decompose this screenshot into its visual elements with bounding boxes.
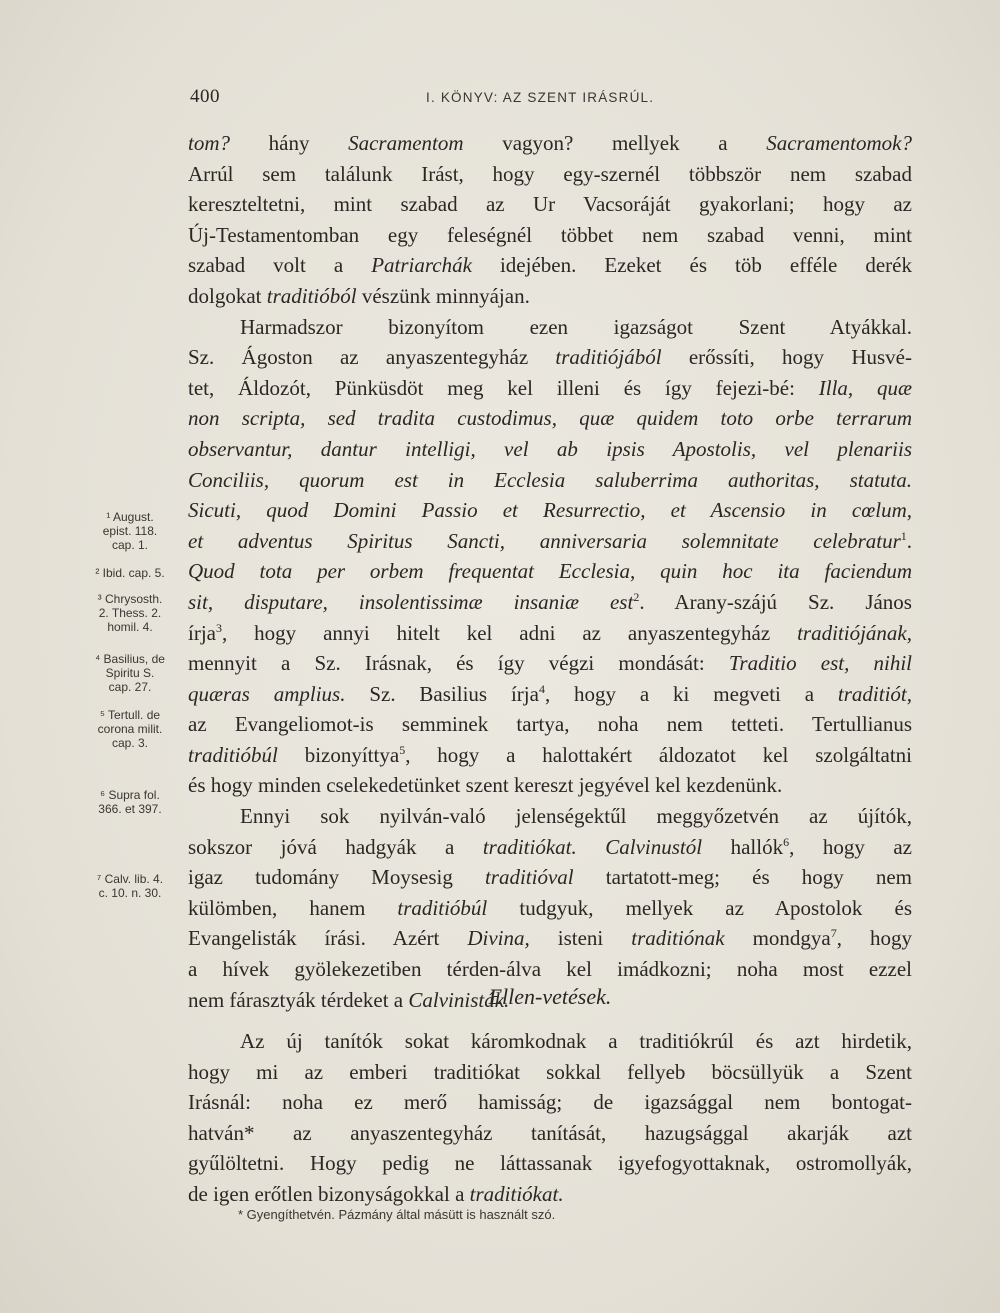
margin-note-line: ³ Chrysosth.	[97, 592, 163, 606]
text-line: Az új tanítók sokat káromkodnak a traditiókrúl és azt hirdetik,	[240, 1029, 912, 1053]
running-head: I. KÖNYV: AZ SZENT IRÁSRÚL.	[426, 90, 655, 105]
margin-note-line: Spiritu S.	[105, 666, 155, 680]
text-line: Evangelisták írási. Azért Divina, isteni traditiónak mondgya$^7$, hogy	[188, 926, 912, 951]
text-line: külömben, hanem traditióbúl tudgyuk, mellyek az Apostolok és	[188, 895, 912, 920]
text-line: mennyit a Sz. Irásnak, és így végzi mondását: Traditio est, nihil	[188, 651, 912, 676]
page-number: 400	[190, 86, 220, 107]
text-line: Új-Testamentomban egy feleségnél többet nem szabad venni, mint	[188, 222, 912, 247]
text-line: szabad volt a Patriarchák idejében. Ezeket és töb efféle derék	[188, 253, 912, 278]
text-line: Quod tota per orbem frequentat Ecclesia, quin hoc ita faciendum	[188, 559, 912, 584]
footnote: * Gyengíthetvén. Pázmány által másütt is használt szó.	[238, 1207, 556, 1222]
margin-note-line: ⁵ Tertull. de	[99, 708, 161, 722]
margin-note	[78, 652, 182, 694]
main-text	[188, 128, 912, 1015]
margin-note-line: 366. et 397.	[98, 802, 162, 816]
text-line: sit, disputare, insolentissimæ insaniæ est$^2$. Arany-szájú Sz. János	[188, 589, 912, 614]
margin-note-line: epist. 118.	[102, 524, 158, 538]
text-line: Arrúl sem találunk Irást, hogy egy-szernél többször nem szabad	[188, 161, 912, 186]
section-title: Ellen-vetések.	[488, 984, 612, 1009]
text-line: hatván* az anyaszentegyház tanítását, hazugsággal akarják azt	[188, 1120, 912, 1145]
text-line: gyűlöltetni. Hogy pedig ne láttassanak igyefogyottaknak, ostromollyák,	[188, 1151, 912, 1176]
margin-note-line: ² Ibid. cap. 5.	[95, 566, 165, 580]
page-header	[190, 86, 920, 116]
text-line: Ennyi sok nyilván-való jelenségektűl meggyőzetvén az újítók,	[240, 804, 912, 829]
margin-note	[78, 788, 182, 816]
text-line: et adventus Spiritus Sancti, anniversaria solemnitate celebratur$^1$.	[188, 528, 912, 553]
text-line: és hogy minden cselekedetünket szent kereszt jegyével kel kezdenünk.	[188, 773, 783, 798]
text-line: kereszteltetni, mint szabad az Ur Vacsoráját gyakorlani; hogy az	[188, 192, 912, 217]
margin-note-line: c. 10. n. 30.	[98, 886, 162, 900]
text-line: Conciliis, quorum est in Ecclesia saluberrima authoritas, statuta.	[188, 467, 912, 492]
text-line: az Evangeliomot-is semminek tartya, noha nem tetteti. Tertullianus	[188, 712, 912, 737]
text-line: traditióbúl bizonyíttya$^5$, hogy a halottakért áldozatot kel szolgáltatni	[188, 742, 913, 767]
margin-note	[78, 592, 182, 634]
text-line: hogy mi az emberi traditiókat sokkal fellyeb böcsüllyük a Szent	[188, 1059, 912, 1084]
margin-note-line: corona milit.	[97, 722, 163, 736]
margin-note-line: cap. 1.	[111, 538, 149, 552]
text-line: tom? hány Sacramentom vagyon? mellyek a Sacramentomok?	[188, 131, 912, 155]
text-line: Sicuti, quod Domini Passio et Resurrectio, et Ascensio in cœlum,	[188, 498, 912, 523]
text-line: de igen erőtlen bizonyságokkal a traditiókat.	[188, 1181, 564, 1206]
margin-note-line: ⁶ Supra fol.	[100, 788, 160, 802]
margin-note-line: cap. 3.	[111, 736, 149, 750]
text-line: sokszor jóvá hadgyák a traditiókat. Calvinustól hallók$^6$, hogy az	[188, 834, 912, 859]
text-line: igaz tudomány Moysesig traditióval tartatott-meg; és hogy nem	[188, 865, 912, 890]
margin-note-line: ¹ August.	[106, 510, 154, 524]
margin-note-line: ⁷ Calv. lib. 4.	[96, 872, 164, 886]
margin-note-line: 2. Thess. 2.	[98, 606, 162, 620]
text-line: tet, Áldozót, Pünküsdöt meg kel illeni és így fejezi-bé: Illa, quæ	[188, 375, 913, 400]
text-line: Irásnál: noha ez merő hamisság; de igazsággal nem bontogat-	[188, 1090, 912, 1115]
margin-note-line: homil. 4.	[107, 620, 153, 634]
text-line: quæras amplius. Sz. Basilius írja$^4$, hogy a ki megveti a traditiót,	[188, 681, 913, 706]
margin-note	[78, 872, 182, 900]
text-line: observantur, dantur intelligi, vel ab ipsis Apostolis, vel plenariis	[188, 436, 912, 461]
text-line: non scripta, sed tradita custodimus, quæ quidem toto orbe terrarum	[188, 406, 912, 431]
margin-note	[78, 510, 182, 552]
margin-note	[78, 708, 182, 750]
text-line: a hívek gyölekezetiben térden-álva kel imádkozni; noha most ezzel	[188, 957, 912, 982]
text-line: Harmadszor bizonyítom ezen igazságot Szent Atyákkal.	[240, 314, 912, 339]
section-text	[188, 1026, 912, 1210]
text-line: dolgokat traditióból vészünk minnyájan.	[188, 283, 530, 308]
margin-note-line: cap. 27.	[108, 680, 152, 694]
text-line: Sz. Ágoston az anyaszentegyház traditiójából erőssíti, hogy Husvé-	[188, 345, 912, 370]
margin-note-line: ⁴ Basilius, de	[95, 652, 165, 666]
margin-note	[78, 566, 182, 580]
text-line: nem fárasztyák térdeket a Calvinisták.	[188, 987, 510, 1012]
text-line: írja$^3$, hogy annyi hitelt kel adni az anyaszentegyház traditiójának,	[188, 620, 912, 645]
